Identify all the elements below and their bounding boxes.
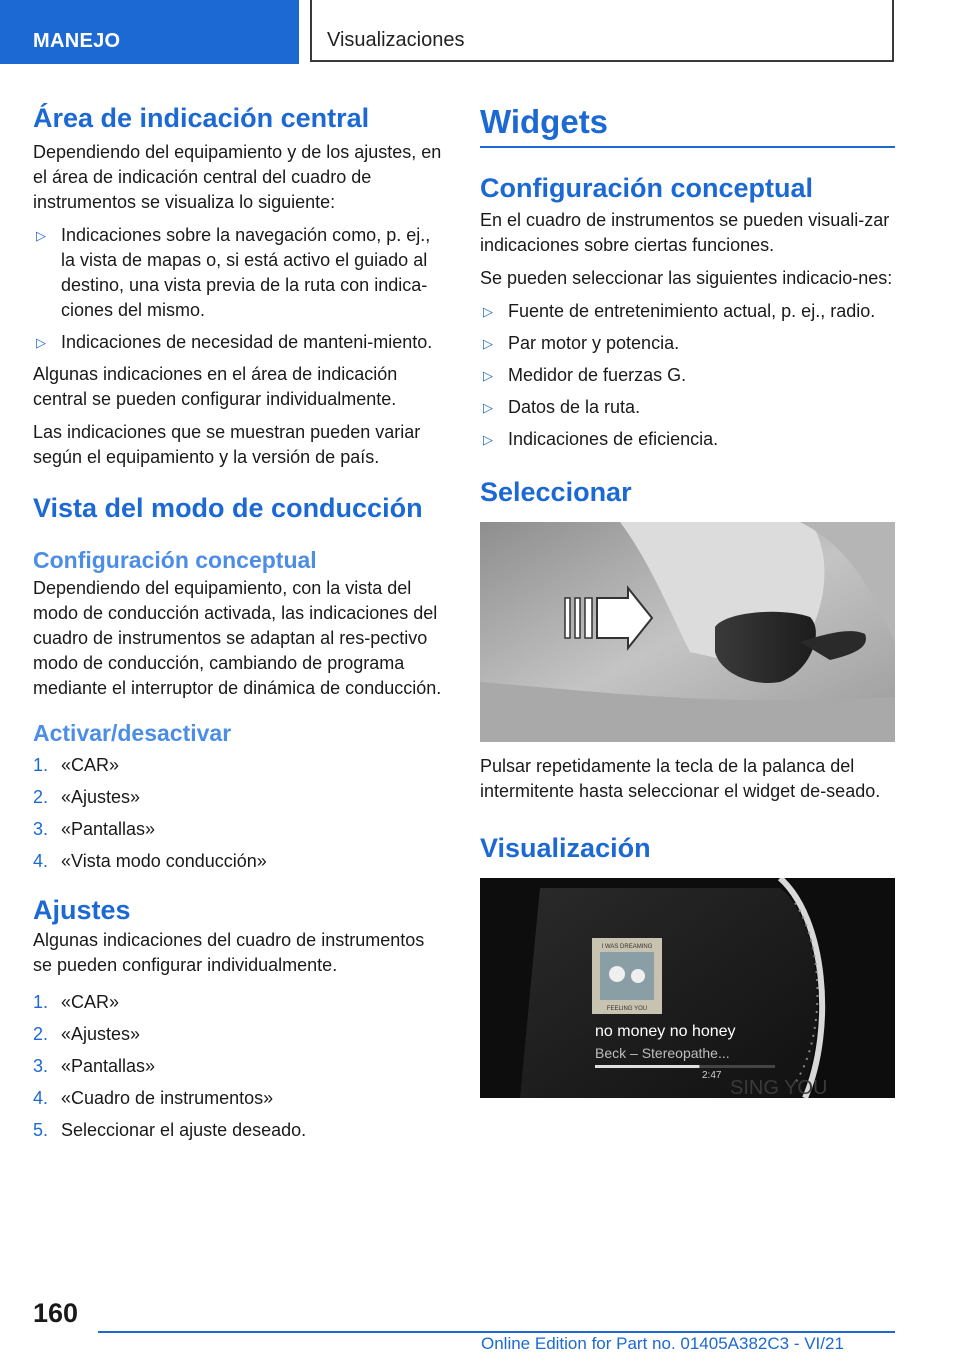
background-lettering: SING YOU [730, 1077, 828, 1098]
step-item: 2. «Ajustes» [33, 1024, 141, 1044]
triangle-bullet-icon: ▷ [36, 228, 46, 243]
footer-edition: Online Edition for Part no. 01405A382C3 - VI/21 [481, 1334, 844, 1353]
turn-signal-lever-image [480, 522, 895, 742]
step-item: 3. «Pantallas» [33, 1056, 156, 1076]
subsection-title: Configuración conceptual [33, 547, 317, 573]
list-item: ▷ Indicaciones de necesidad de manteni‐miento. [33, 330, 448, 355]
paragraph: Algunas indicaciones en el área de indicación central se pueden configurar individualmente. [33, 364, 398, 409]
chapter-label: MANEJO [33, 30, 121, 52]
track-artist: Beck – Stereopathe... [595, 1045, 730, 1061]
header-title-box [310, 0, 894, 62]
step-item: 5. Seleccionar el ajuste deseado. [33, 1120, 307, 1140]
triangle-bullet-icon: ▷ [483, 368, 493, 383]
triangle-bullet-icon: ▷ [483, 400, 493, 415]
list-item: ▷ Fuente de entretenimiento actual, p. ej., radio. [480, 299, 895, 324]
section-title-concept: Configuración conceptual [480, 173, 814, 203]
paragraph: Dependiendo del equipamiento y de los ajustes, en el área de indicación central del cuadro de instrumentos se visualiza lo siguiente: [33, 142, 442, 212]
step-item: 1. «CAR» [33, 992, 120, 1012]
cluster-display-illustration [480, 878, 895, 1098]
section-title-display: Visualización [480, 833, 651, 863]
paragraph: Las indicaciones que se muestran pueden variar según el equipamiento y la versión de país. [33, 422, 421, 467]
album-bottom-text: FEELING YOU [606, 1006, 648, 1012]
section-title-settings: Ajustes [33, 895, 131, 925]
chapter-tab [0, 0, 299, 64]
paragraph: Se pueden seleccionar las siguientes indicacio‐nes: [480, 268, 893, 288]
page-title: Visualizaciones [327, 29, 465, 51]
section-title-widgets: Widgets [480, 103, 609, 140]
step-item: 4. «Vista modo conducción» [33, 851, 267, 871]
section-title-select: Seleccionar [480, 477, 632, 507]
section-title-central-area: Área de indicación central [33, 103, 370, 133]
progress-fill [595, 1065, 699, 1068]
bullet-list [33, 223, 448, 355]
triangle-bullet-icon: ▷ [483, 304, 493, 319]
lever-illustration [480, 522, 895, 742]
bullet-list [480, 299, 895, 452]
track-title: no money no honey [595, 1023, 736, 1040]
list-item: ▷ Datos de la ruta. [480, 395, 895, 420]
step-item: 4. «Cuadro de instrumentos» [33, 1088, 274, 1108]
left-column [33, 100, 448, 1150]
list-item: ▷ Indicaciones sobre la navegación como, p. ej., la vista de mapas o, si está activo el guiado al destino, una vista previa de la ruta con indica‐ciones del mismo. [36, 225, 431, 320]
step-list [33, 753, 448, 874]
footer-rule [98, 1331, 895, 1333]
paragraph: Dependiendo del equipamiento, con la vista del modo de conducción activada, las indicaciones del cuadro de instrumentos se adaptan al res‐pectivo modo de conducción, cambiando de programa mediante el interruptor de dinámica de conducción. [33, 578, 442, 698]
step-item: 3. «Pantallas» [33, 819, 156, 839]
section-title-drive-mode: Vista del modo de conducción [33, 493, 423, 523]
paragraph: Pulsar repetidamente la tecla de la palanca del intermitente hasta seleccionar el widget de‐seado. [480, 756, 881, 801]
track-time: 2:47 [702, 1070, 722, 1081]
paragraph: En el cuadro de instrumentos se pueden visuali‐zar indicaciones sobre ciertas funciones. [480, 210, 890, 255]
step-list [33, 990, 448, 1143]
album-top-text: I WAS DREAMING [601, 944, 653, 950]
step-item: 2. «Ajustes» [33, 787, 141, 807]
triangle-bullet-icon: ▷ [483, 432, 493, 447]
widgets-heading-block [480, 100, 895, 148]
triangle-bullet-icon: ▷ [483, 336, 493, 351]
list-item: ▷ Par motor y potencia. [480, 331, 895, 356]
paragraph: Algunas indicaciones del cuadro de instrumentos se pueden configurar individualmente. [33, 930, 425, 975]
list-item: ▷ Indicaciones de eficiencia. [480, 427, 895, 452]
page-number: 160 [33, 1298, 79, 1328]
instrument-cluster-image [480, 878, 895, 1098]
list-item: ▷ Medidor de fuerzas G. [480, 363, 895, 388]
step-item: 1. «CAR» [33, 755, 120, 775]
subsection-title-activate: Activar/desactivar [33, 720, 232, 746]
right-column [480, 100, 895, 1098]
triangle-bullet-icon: ▷ [36, 335, 46, 350]
